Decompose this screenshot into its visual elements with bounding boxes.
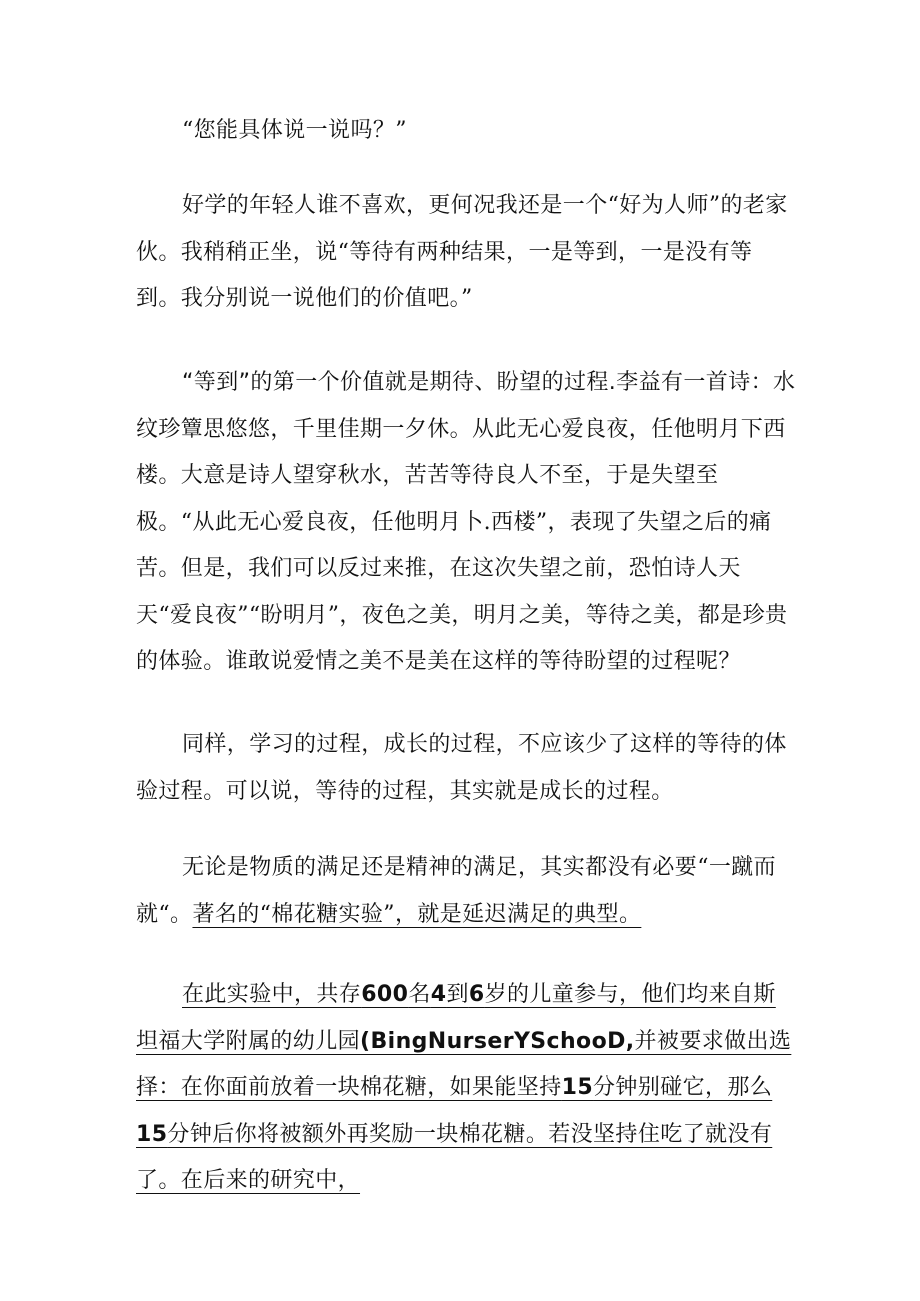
- paragraph-text: 并被要求做出选择：在你面前放着一块棉花糖，如果能坚持: [136, 1028, 792, 1100]
- paragraph-text: 到: [446, 982, 469, 1007]
- number-text: 15: [561, 1075, 594, 1100]
- paragraph-lead-text: “等到”的第一个价值就是期待、盼望的过程.: [182, 370, 617, 395]
- paragraph-question: [136, 108, 796, 155]
- number-text: 15: [136, 1121, 168, 1147]
- paragraph-text: 分钟别碰它，那么: [593, 1075, 773, 1100]
- paragraph-experiment: [136, 972, 796, 1205]
- paragraph-text: 同样，学习的过程，成长的过程，不应该少了这样的等待的体验过程。可以说，等待的过程，其实就是成长的过程。: [136, 732, 787, 804]
- paragraph-growth: [136, 722, 796, 815]
- paragraph-text: 李益有一首诗：水纹珍簟思悠悠，千里佳期一夕休。从此无心爱良夜，任他明月下西楼。大意是诗人望穿秋水，苦苦等待良人不至，于是失望至极。“从此无心爱良夜，任他明月卜.西楼”，表现了失望之后的痛苦。但是，我们可以反过来推，在这次失望之前，恐怕诗人天天“爱良夜”“盼明月”，夜色之美，明月之美，等待之美，都是珍贵的体验。谁敢说爱情之美不是美在这样的等待盼望的过程呢？: [136, 370, 796, 674]
- school-name-text: (BingNurserYSchooD,: [360, 1028, 635, 1054]
- paragraph-intro: [136, 183, 796, 323]
- number-text: 6: [468, 982, 485, 1007]
- paragraph-text: 在此实验中，共存: [182, 982, 362, 1007]
- underlined-text: 著名的“棉花糖实验”，就是延迟满足的典型。: [192, 901, 642, 927]
- number-text: 4: [430, 982, 447, 1007]
- paragraph-text: 无论是物质的满足还是精神的满足，其实都没有必要“一蹴而就“。: [136, 855, 777, 927]
- paragraph-text: “您能具体说一说吗？”: [182, 118, 407, 143]
- paragraph-satisfaction: [136, 845, 796, 938]
- paragraph-text: 分钟后你将被额外再奖励一块棉花糖。若没坚持住吃了就没有了。在后来的研究中，: [136, 1121, 773, 1193]
- paragraph-text: 名: [408, 982, 431, 1007]
- paragraph-text: 岁的儿童参与，他们均来自斯坦福大学附属的幼儿园: [136, 982, 776, 1054]
- paragraph-poem: [136, 360, 796, 686]
- paragraph-text: 好学的年轻人谁不喜欢，更何况我还是一个“好为人师”的老家伙。我稍稍正坐，说“等待有两种结果，一是等到，一是没有等到。我分别说一说他们的价值吧。”: [136, 193, 788, 311]
- number-text: 600: [361, 982, 409, 1007]
